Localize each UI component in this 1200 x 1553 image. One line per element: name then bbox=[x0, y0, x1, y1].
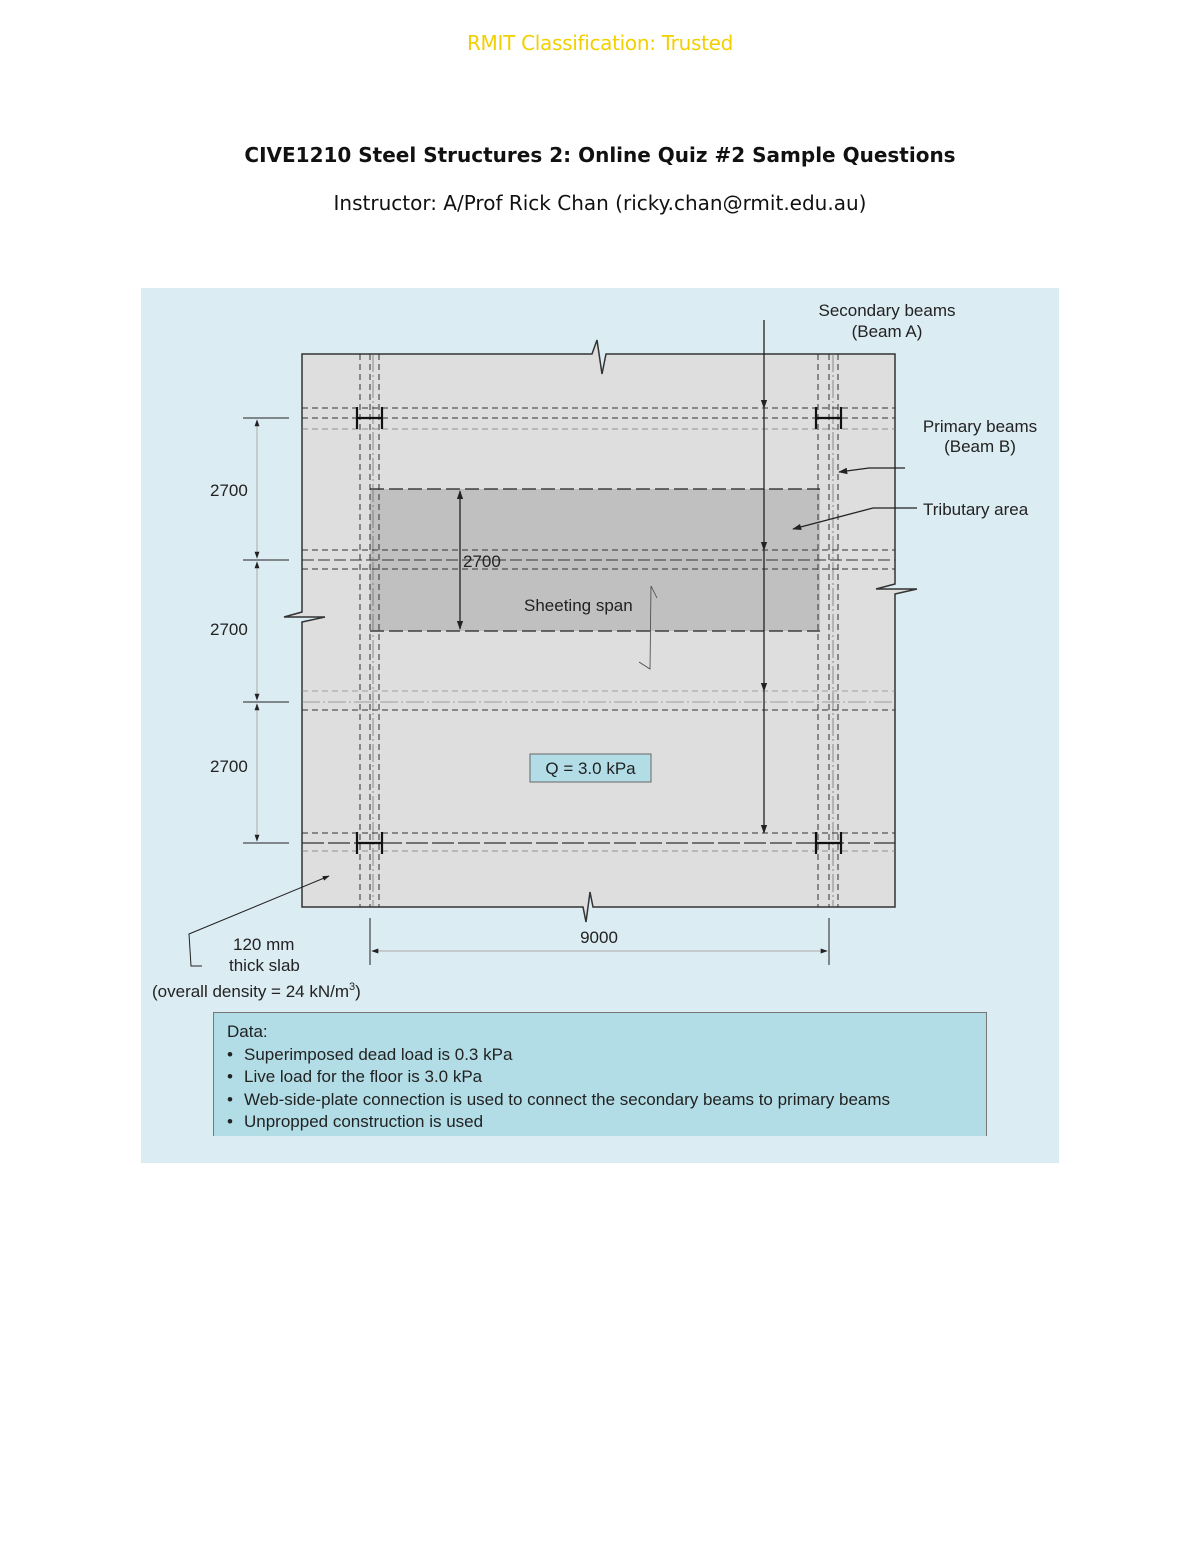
secondary-beams-label: Secondary beams bbox=[818, 301, 956, 320]
data-list bbox=[227, 1044, 986, 1134]
dimension-label-1: 2700 bbox=[210, 481, 248, 500]
data-box bbox=[213, 1012, 987, 1136]
primary-beams-sublabel: (Beam B) bbox=[944, 437, 1016, 456]
sheeting-span-label: Sheeting span bbox=[524, 596, 633, 615]
classification-label: RMIT Classification: Trusted bbox=[466, 31, 734, 55]
sheeting-span-dimension-label: 2700 bbox=[463, 552, 501, 571]
horizontal-dimension-label: 9000 bbox=[580, 928, 618, 947]
slab-label-line3: (overall density = 24 $kN/m^3$) bbox=[152, 981, 361, 1001]
tributary-area-label: Tributary area bbox=[923, 500, 1029, 519]
slab-label-line1: 120 mm bbox=[233, 935, 295, 954]
instructor-line: Instructor: A/Prof Rick Chan (ricky.chan@rmit.edu.au) bbox=[333, 191, 867, 215]
data-item: • Superimposed dead load is 0.3 kPa bbox=[227, 1044, 986, 1067]
load-box-label: Q = 3.0 kPa bbox=[545, 759, 636, 778]
vertical-dimension-chain bbox=[243, 418, 289, 843]
primary-beams-label: Primary beams bbox=[922, 417, 1038, 436]
secondary-beams-sublabel: (Beam A) bbox=[851, 322, 923, 341]
floor-plan-figure bbox=[141, 288, 1059, 1163]
dimension-label-3: 2700 bbox=[210, 757, 248, 776]
data-item: • Web-side-plate connection is used to connect the secondary beams to primary beams bbox=[227, 1089, 986, 1112]
dimension-label-2: 2700 bbox=[210, 620, 248, 639]
data-box-heading: Data: bbox=[227, 1022, 268, 1041]
document-title: CIVE1210 Steel Structures 2: Online Quiz #2 Sample Questions bbox=[244, 143, 956, 167]
data-item: • Live load for the floor is 3.0 kPa bbox=[227, 1066, 986, 1089]
data-item: • Unpropped construction is used bbox=[227, 1111, 986, 1134]
slab-label-line2: thick slab bbox=[229, 956, 300, 975]
